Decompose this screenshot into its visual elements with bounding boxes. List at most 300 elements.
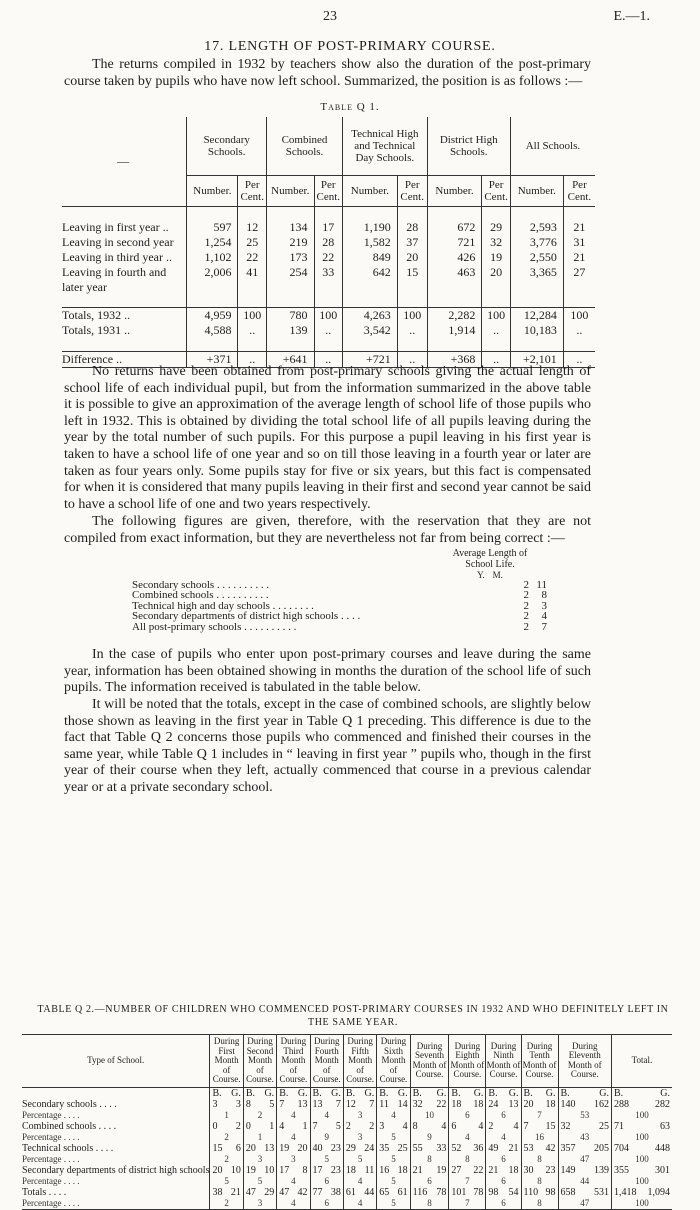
- table-q2-month-header: During Seventh Month of Course.: [410, 1035, 449, 1088]
- table-q1-row: [62, 323, 595, 338]
- table-q2-cell: [377, 1121, 410, 1132]
- table-q1-cell: [343, 280, 398, 295]
- table-q2-cell: [611, 1165, 672, 1176]
- boys-value: 2: [345, 1120, 351, 1132]
- page-number: 23: [323, 9, 337, 24]
- table-q2-percentage-cell: 9: [410, 1132, 449, 1143]
- table-q1-spacer-cell: [427, 338, 482, 351]
- table-q2-month-header: During Second Month of Course.: [243, 1035, 276, 1088]
- table-q1-cell: [482, 280, 511, 295]
- table-q2-cell: [343, 1187, 376, 1198]
- boys-value: 20: [212, 1164, 223, 1176]
- bg-pair: [612, 1121, 672, 1132]
- table-q1-spacer-cell: [427, 295, 482, 308]
- boys-value: 17: [279, 1164, 290, 1176]
- table-q1-row-label: Leaving in third year ..: [62, 249, 172, 264]
- table-q2-cell: [410, 1099, 449, 1110]
- years-value: 2: [523, 620, 529, 633]
- table-q1-cell: 642: [343, 265, 398, 280]
- table-q1-spacer-cell: [563, 338, 595, 351]
- average-length-title: Average Length of School Life.: [452, 548, 528, 570]
- table-q1-cell: 100: [563, 308, 595, 324]
- months-value: 3: [541, 599, 547, 612]
- table-q2-percentage-cell: 100: [611, 1154, 672, 1165]
- boys-value: 110: [523, 1186, 539, 1198]
- table-q1-cell: 22: [238, 250, 267, 265]
- boys-value: 7: [523, 1120, 529, 1132]
- table-q1-cell: 426: [427, 250, 482, 265]
- table-q2-cell: [210, 1165, 243, 1176]
- table-q1-row: [62, 280, 595, 295]
- bg-pair: [311, 1187, 343, 1198]
- boys-value: 32: [412, 1098, 423, 1110]
- bg-pair: [449, 1099, 485, 1110]
- boys-value: 61: [345, 1186, 356, 1198]
- girls-value: 23: [545, 1164, 556, 1176]
- table-q1-spacer-cell: [343, 338, 398, 351]
- table-q2-percentage-cell: 4: [277, 1110, 310, 1121]
- table-q1-spacer-cell: [314, 295, 343, 308]
- girls-label: G.: [331, 1087, 341, 1099]
- table-q1-cell: 134: [266, 220, 314, 235]
- girls-value: 6: [235, 1142, 241, 1154]
- table-q2-cell: [558, 1121, 611, 1132]
- table-q1-cell: 12,284: [510, 308, 563, 324]
- table-q2-percentage-cell: 5: [377, 1132, 410, 1143]
- table-q2-cell: [486, 1187, 521, 1198]
- boys-label: B.: [245, 1087, 255, 1099]
- girls-value: 24: [364, 1142, 375, 1154]
- average-length-list: [132, 580, 547, 632]
- bg-pair: [612, 1088, 672, 1099]
- table-q1-spacer: [62, 338, 595, 351]
- table-q1-spacer: [62, 207, 595, 220]
- girls-value: 98: [545, 1186, 556, 1198]
- boys-value: 17: [312, 1164, 323, 1176]
- table-q1-spacer-cell: [238, 207, 267, 220]
- table-q1-cell: 2,593: [510, 220, 563, 235]
- table-q2-percentage-cell: 100: [611, 1110, 672, 1121]
- table-q2-percentage-cell: 100: [611, 1176, 672, 1187]
- table-q2-percentage-cell: 4: [449, 1132, 486, 1143]
- boys-value: 40: [312, 1142, 323, 1154]
- table-q1-cell: [427, 280, 482, 295]
- boys-label: B.: [212, 1087, 222, 1099]
- table-q2-percentage-cell: 6: [310, 1176, 343, 1187]
- table-q2-percentage-label: Percentage . . . .: [22, 1175, 80, 1186]
- bg-pair: [411, 1143, 449, 1154]
- table-q2-bg-cell: [521, 1087, 558, 1099]
- table-q2-percentage-cell: 47: [558, 1198, 611, 1210]
- table-q1-spacer-cell: [266, 207, 314, 220]
- table-q1-spacer-cell: [62, 338, 187, 351]
- girls-value: 448: [655, 1142, 670, 1154]
- bg-pair: [210, 1143, 242, 1154]
- table-q1-cell: 3,365: [510, 265, 563, 280]
- bg-pair: [449, 1143, 485, 1154]
- table-q2-cell: [449, 1121, 486, 1132]
- table-q1-row-label: Leaving in fourth and: [62, 264, 167, 279]
- boys-value: 77: [312, 1186, 323, 1198]
- table-q1-cell: 100: [482, 308, 511, 324]
- table-q2-bg-cell: [558, 1087, 611, 1099]
- bg-pair: [486, 1121, 520, 1132]
- table-q1-group-technical: Technical High and Technical Day Schools.: [343, 117, 428, 176]
- table-q2-percentage-cell: 3: [243, 1198, 276, 1210]
- table-q2-percentage-cell: 1: [210, 1110, 243, 1121]
- table-q1-cell: ..: [563, 323, 595, 338]
- table-q2-cell: [521, 1099, 558, 1110]
- table-q1-cell: 25: [238, 235, 267, 250]
- girls-value: 282: [655, 1098, 670, 1110]
- girls-value: 23: [330, 1142, 341, 1154]
- table-q1-cell: ..: [238, 351, 267, 367]
- table-q2-row-label: Secondary schools . . . .: [22, 1098, 117, 1110]
- table-q1-row: [62, 308, 595, 324]
- table-q1-spacer-cell: [482, 295, 511, 308]
- table-q1-row-label: Totals, 1931 ..: [62, 323, 131, 337]
- table-q2-percentage-row: [22, 1198, 672, 1210]
- bg-pair: [411, 1165, 449, 1176]
- girls-value: 531: [593, 1186, 609, 1198]
- table-q2-cell: [410, 1187, 449, 1198]
- boys-value: 55: [412, 1142, 423, 1154]
- table-q1-cell: 20: [482, 265, 511, 280]
- months-value: 4: [541, 610, 547, 623]
- table-q2-percentage-cell: 16: [521, 1132, 558, 1143]
- table-q2-percentage-cell: 5: [377, 1176, 410, 1187]
- girls-value: 2: [235, 1120, 241, 1132]
- table-q1-spacer-cell: [187, 338, 238, 351]
- table-q1-cell: +2,101: [510, 351, 563, 367]
- table-q2-percentage-row: [22, 1110, 672, 1121]
- table-q1-cell: 20: [397, 250, 427, 265]
- table-q2-cell: [310, 1143, 343, 1154]
- school-type-name: Secondary schools . . . . . . . . . .: [132, 579, 270, 591]
- table-q1-row-label: Leaving in second year: [62, 234, 174, 249]
- table-q1-spacer-cell: [314, 207, 343, 220]
- table-q2: [22, 1034, 672, 1210]
- table-q2-percentage-cell: 4: [277, 1132, 310, 1143]
- boys-label: B.: [279, 1087, 289, 1099]
- table-q1-cell: ..: [482, 323, 511, 338]
- boys-value: 20: [523, 1098, 534, 1110]
- boys-value: 3: [212, 1098, 218, 1110]
- table-q2-bg-cell: [343, 1087, 376, 1099]
- table-q1-cell: ..: [482, 351, 511, 367]
- table-q2-cell: [210, 1187, 243, 1198]
- table-q2-percentage-cell: 44: [558, 1176, 611, 1187]
- bg-pair: [612, 1099, 672, 1110]
- table-q1-spacer-cell: [238, 295, 267, 308]
- table-q1-sub-number: Number.: [510, 176, 563, 207]
- table-q2-percentage-cell: 7: [521, 1110, 558, 1121]
- bg-pair: [311, 1143, 343, 1154]
- table-q1-cell: ..: [563, 351, 595, 367]
- table-q1-cell: 21: [563, 220, 595, 235]
- bg-pair: [522, 1121, 558, 1132]
- table-q2-row-label: Secondary departments of district high schools: [22, 1164, 210, 1176]
- table-q2-month-header: During Fifth Month of Course.: [343, 1035, 376, 1088]
- table-q2-percentage-cell: 4: [310, 1110, 343, 1121]
- bg-pair: [449, 1088, 485, 1099]
- table-q2-cell: [343, 1143, 376, 1154]
- bg-pair: [559, 1143, 611, 1154]
- table-q2-cell: [243, 1121, 276, 1132]
- table-q1-spacer-cell: [314, 338, 343, 351]
- table-q1-cell: +721: [343, 351, 398, 367]
- table-q1-spacer-cell: [482, 207, 511, 220]
- boys-value: 12: [345, 1098, 356, 1110]
- boys-value: 38: [212, 1186, 223, 1198]
- bg-pair: [244, 1165, 276, 1176]
- boys-value: 13: [312, 1098, 323, 1110]
- girls-value: 2: [369, 1120, 375, 1132]
- table-q2-percentage-cell: 6: [310, 1198, 343, 1210]
- table-q2-percentage-cell: 5: [243, 1176, 276, 1187]
- boys-value: 2: [488, 1120, 494, 1132]
- table-q2-cell: [558, 1143, 611, 1154]
- school-type-name: Combined schools . . . . . . . . . .: [132, 589, 269, 602]
- table-q2-caption: TABLE Q 2.—NUMBER OF CHILDREN WHO COMMENCED POST-PRIMARY COURSES IN 1932 AND WHO DEFINITELY LEFT IN THE SAME YEAR.: [37, 1004, 669, 1028]
- boys-value: 19: [279, 1142, 290, 1154]
- school-type-name: Secondary departments of district high schools . . . .: [132, 610, 361, 623]
- bg-pair: [559, 1121, 611, 1132]
- table-q2-percentage-cell: 2: [243, 1110, 276, 1121]
- table-q1-cell: 29: [482, 220, 511, 235]
- table-q1-cell: +368: [427, 351, 482, 367]
- table-q2-percentage-cell: 6: [486, 1110, 521, 1121]
- girls-value: 4: [402, 1120, 408, 1132]
- table-q1-cell: 2,550: [510, 250, 563, 265]
- table-q2-percentage-cell: 6: [486, 1176, 521, 1187]
- boys-value: 149: [560, 1164, 576, 1176]
- table-q1-spacer-cell: [563, 207, 595, 220]
- boys-value: 27: [451, 1164, 462, 1176]
- boys-value: 116: [412, 1186, 428, 1198]
- bg-pair: [210, 1187, 242, 1198]
- boys-value: 29: [345, 1142, 356, 1154]
- boys-value: 101: [451, 1186, 467, 1198]
- bg-pair: [244, 1088, 276, 1099]
- girls-value: 3: [235, 1098, 241, 1110]
- body-paragraph-4: It will be noted that the totals, except in the case of combined schools, are slightly below those shown as leaving in the first year in Table Q 1 preceding. This difference is due to the fact that Table Q 2 concerns those pupils who commenced and finished their courses in the same year, while Table Q 1 includes in “ leaving in first year ” pupils who, though in the first year of their course when they left, actually commenced that course in a previous calendar year or at a private secondary school.: [64, 697, 591, 795]
- bg-pair: [377, 1187, 409, 1198]
- girls-value: 1,094: [647, 1186, 670, 1198]
- bg-pair: [344, 1187, 376, 1198]
- school-type-name: Technical high and day schools . . . . . . . .: [132, 599, 314, 612]
- table-q1-sub-percent: Per Cent.: [314, 176, 343, 207]
- boys-label: B.: [488, 1087, 498, 1099]
- table-q2-percentage-cell: 3: [277, 1154, 310, 1165]
- section-title: 17. LENGTH OF POST-PRIMARY COURSE.: [204, 39, 496, 54]
- table-q1-row: [62, 235, 595, 250]
- months-value: 8: [541, 589, 547, 602]
- table-q1-group-district: District High Schools.: [427, 117, 510, 176]
- table-q2-month-header: During Third Month of Course.: [277, 1035, 310, 1088]
- table-q2-row-label: Technical schools . . . .: [22, 1142, 114, 1154]
- table-q2-bg-row: [22, 1087, 672, 1099]
- table-q1-cell: 219: [266, 235, 314, 250]
- girls-label: G.: [508, 1087, 519, 1099]
- table-q1-sub-percent: Per Cent.: [563, 176, 595, 207]
- table-q1-cell: 3,542: [343, 323, 398, 338]
- table-q1-cell: ..: [314, 351, 343, 367]
- table-q1-cell: 1,190: [343, 220, 398, 235]
- table-q2-cell: [210, 1121, 243, 1132]
- girls-value: 14: [397, 1098, 408, 1110]
- girls-value: 25: [397, 1142, 408, 1154]
- table-q2-bg-cell: [449, 1087, 486, 1099]
- table-q2-cell: [449, 1165, 486, 1176]
- boys-label: B.: [412, 1087, 422, 1099]
- boys-value: 355: [613, 1164, 629, 1176]
- girls-value: 5: [269, 1098, 275, 1110]
- bg-pair: [244, 1187, 276, 1198]
- bg-pair: [559, 1099, 611, 1110]
- table-q1-cell: 17: [314, 220, 343, 235]
- table-q1-cell: 463: [427, 265, 482, 280]
- boys-value: 52: [451, 1142, 462, 1154]
- girls-value: 78: [473, 1186, 484, 1198]
- table-q1-cell: 1,582: [343, 235, 398, 250]
- bg-pair: [486, 1165, 520, 1176]
- bg-pair: [522, 1099, 558, 1110]
- table-q1-cell: 4,959: [187, 308, 238, 324]
- table-q2-percentage-cell: 6: [410, 1176, 449, 1187]
- table-q2-cell: [521, 1143, 558, 1154]
- boys-value: 357: [560, 1142, 576, 1154]
- boys-value: 20: [245, 1142, 256, 1154]
- average-length-heading: [440, 548, 540, 581]
- table-q2-cell: [210, 1099, 243, 1110]
- boys-label: B.: [345, 1087, 356, 1099]
- table-q1-cell: 100: [314, 308, 343, 324]
- table-q2-percentage-cell: 4: [486, 1132, 521, 1143]
- table-q2-cell: [486, 1165, 521, 1176]
- table-q1-cell: 1,914: [427, 323, 482, 338]
- boys-value: 15: [212, 1142, 223, 1154]
- table-q2-cell: [377, 1187, 410, 1198]
- boys-value: 3: [379, 1120, 385, 1132]
- boys-value: 7: [312, 1120, 318, 1132]
- boys-value: 35: [379, 1142, 390, 1154]
- girls-value: 10: [230, 1164, 241, 1176]
- girls-value: 21: [508, 1142, 519, 1154]
- table-q1-cell: 33: [314, 265, 343, 280]
- boys-value: 140: [560, 1098, 576, 1110]
- table-q1-sub-number: Number.: [343, 176, 398, 207]
- table-q1-caption: Table Q 1.: [320, 101, 380, 113]
- table-q2-month-header: During Fourth Month of Course.: [310, 1035, 343, 1088]
- bg-pair: [277, 1088, 309, 1099]
- table-q1-cell: 27: [563, 265, 595, 280]
- bg-pair: [311, 1088, 343, 1099]
- table-q2-percentage-cell: 5: [377, 1154, 410, 1165]
- table-q1-cell: ..: [397, 351, 427, 367]
- table-q2-cell: [343, 1121, 376, 1132]
- table-q1-spacer-cell: [397, 295, 427, 308]
- table-q1-sub-percent: Per Cent.: [238, 176, 267, 207]
- school-type-name: All post-primary schools . . . . . . . . . .: [132, 620, 297, 633]
- table-q2-percentage-cell: 100: [611, 1198, 672, 1210]
- girls-value: 42: [545, 1142, 556, 1154]
- boys-value: 21: [488, 1164, 499, 1176]
- girls-label: G.: [264, 1087, 275, 1099]
- table-q1-sub-number: Number.: [187, 176, 238, 207]
- table-q2-cell: [310, 1121, 343, 1132]
- girls-value: 29: [264, 1186, 275, 1198]
- months-value: 11: [536, 579, 547, 591]
- table-q2-percentage-cell: 5: [310, 1154, 343, 1165]
- girls-value: 44: [364, 1186, 375, 1198]
- table-q2-cell: [410, 1165, 449, 1176]
- table-q2-row: [22, 1165, 672, 1176]
- table-q1-spacer-cell: [238, 338, 267, 351]
- table-q2-percentage-cell: 43: [558, 1132, 611, 1143]
- table-q1-spacer-cell: [266, 295, 314, 308]
- table-q2-percentage-cell: 8: [521, 1198, 558, 1210]
- table-q1-cell: 597: [187, 220, 238, 235]
- table-q2-cell: [611, 1121, 672, 1132]
- table-q1-row: [62, 220, 595, 235]
- table-q2-cell: [486, 1121, 521, 1132]
- bg-pair: [411, 1187, 449, 1198]
- body-paragraph-1: No returns have been obtained from post-primary schools giving the actual length of school life of each individual pupil, but from the information summarized in the above table it is possible to give an approximation of the average length of school life of those pupils who left in 1932. This is obtained by dividing the total school life of all pupils leaving during the year by the total number of such pupils. For this purpose a pupil leaving in his first year is taken to have a school life of one year and so on till those leaving in a fourth year or later are taken as four years only. Some pupils stay for five or six years, but this fact is compensated for when it is considered that many pupils leaving in their first and second year cannot be said to have a school life of one and two years respectively.: [64, 364, 591, 512]
- girls-value: 18: [473, 1098, 484, 1110]
- boys-value: 8: [412, 1120, 418, 1132]
- table-q2-percentage-cell: 5: [210, 1176, 243, 1187]
- table-q2-type-header: Type of School.: [22, 1035, 210, 1088]
- bg-pair: [449, 1187, 485, 1198]
- bg-pair: [344, 1165, 376, 1176]
- table-q2-percentage-cell: 8: [410, 1154, 449, 1165]
- table-q2-cell: [521, 1187, 558, 1198]
- table-q2-row: [22, 1187, 672, 1198]
- table-q1: [62, 117, 595, 368]
- table-q2-cell: [310, 1099, 343, 1110]
- table-q2-percentage-cell: 4: [343, 1198, 376, 1210]
- table-q1-cell: ..: [314, 323, 343, 338]
- table-q2-bg-cell: [486, 1087, 521, 1099]
- table-q2-cell: [486, 1143, 521, 1154]
- girls-value: 4: [513, 1120, 519, 1132]
- boys-value: 49: [488, 1142, 499, 1154]
- girls-value: 54: [508, 1186, 519, 1198]
- table-q1-cell: 173: [266, 250, 314, 265]
- table-q2-percentage-label: Percentage . . . .: [22, 1153, 80, 1164]
- table-q1-row-label: Difference ..: [62, 351, 187, 367]
- girls-value: 139: [593, 1164, 609, 1176]
- girls-value: 38: [330, 1186, 341, 1198]
- table-q2-percentage-cell: 5: [377, 1198, 410, 1210]
- boys-value: 288: [613, 1098, 629, 1110]
- table-q2-bg-cell: [277, 1087, 310, 1099]
- table-q1-cell: 41: [238, 265, 267, 280]
- boys-label: B.: [560, 1087, 570, 1099]
- table-q1-sub-percent: Per Cent.: [482, 176, 511, 207]
- table-q1-spacer-cell: [510, 338, 563, 351]
- bg-pair: [311, 1121, 343, 1132]
- table-q2-cell: [277, 1187, 310, 1198]
- table-q2-percentage-cell: 1: [243, 1132, 276, 1143]
- table-q1-spacer-cell: [397, 338, 427, 351]
- table-q1-row-label: Totals, 1932 ..: [62, 308, 187, 324]
- table-q1-spacer-cell: [427, 207, 482, 220]
- boys-value: 18: [451, 1098, 462, 1110]
- table-q2-percentage-cell: 8: [521, 1176, 558, 1187]
- table-q2-cell: [611, 1099, 672, 1110]
